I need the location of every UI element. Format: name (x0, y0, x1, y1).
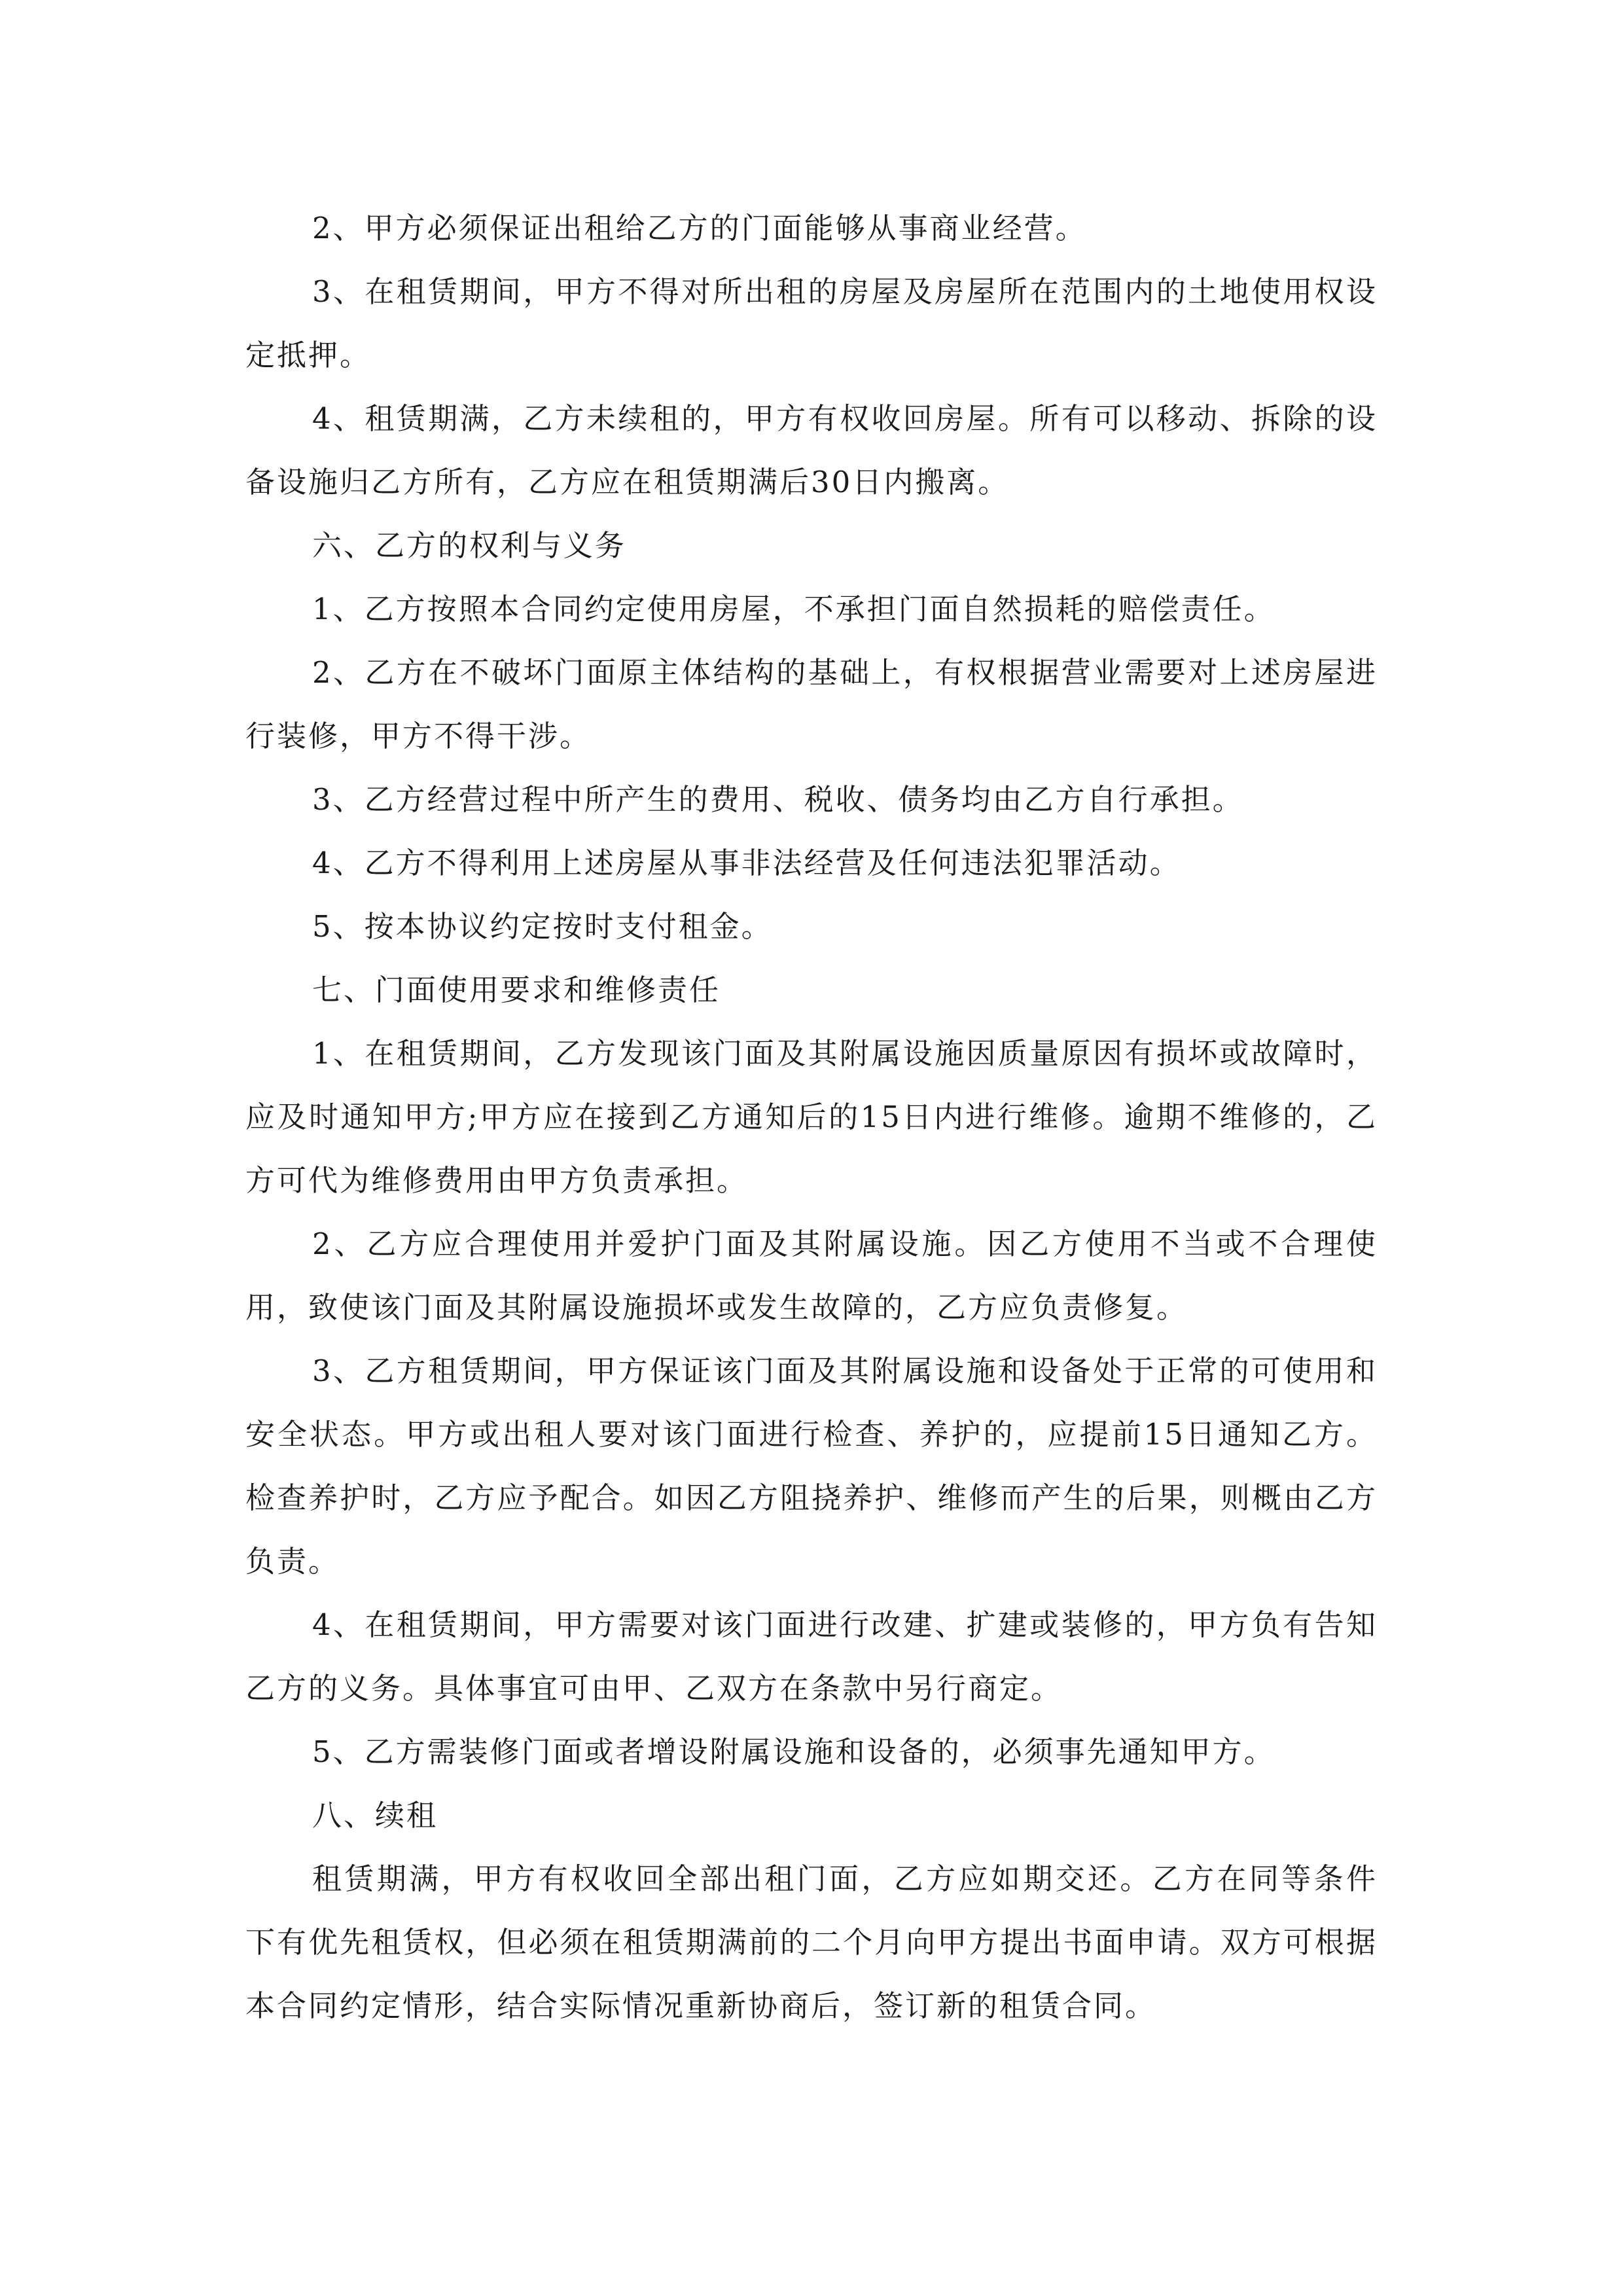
clause-6-item-2: 2、乙方在不破坏门面原主体结构的基础上，有权根据营业需要对上述房屋进行装修，甲方不得干涉。 (245, 655, 1378, 753)
clause-5-item-3: 3、在租赁期间，甲方不得对所出租的房屋及房屋所在范围内的土地使用权设定抵押。 (245, 274, 1378, 372)
clause-7-item-3: 3、乙方租赁期间，甲方保证该门面及其附属设施和设备处于正常的可使用和安全状态。甲方或出租人要对该门面进行检查、养护的，应提前15日通知乙方。检查养护时，乙方应予配合。如因乙方阻挠养护、维修而产生的后果，则概由乙方负责。 (245, 1354, 1378, 1579)
clause-5-item-2: 2、甲方必须保证出租给乙方的门面能够从事商业经营。 (312, 211, 1087, 245)
clause-7-item-2: 2、乙方应合理使用并爱护门面及其附属设施。因乙方使用不当或不合理使用，致使该门面及其附属设施损坏或发生故障的，乙方应负责修复。 (245, 1227, 1378, 1325)
clause-7-item-1: 1、在租赁期间，乙方发现该门面及其附属设施因质量原因有损坏或故障时，应及时通知甲方;甲方应在接到乙方通知后的15日内进行维修。逾期不维修的，乙方可代为维修费用由甲方负责承担。 (245, 1036, 1378, 1198)
clause-8-body: 租赁期满，甲方有权收回全部出租门面，乙方应如期交还。乙方在同等条件下有优先租赁权，但必须在租赁期满前的二个月向甲方提出书面申请。双方可根据本合同约定情形，结合实际情况重新协商后，签订新的租赁合同。 (245, 1861, 1378, 2023)
clause-6-item-5: 5、按本协议约定按时支付租金。 (312, 909, 773, 944)
clause-7-item-4: 4、在租赁期间，甲方需要对该门面进行改建、扩建或装修的，甲方负有告知乙方的义务。具体事宜可由甲、乙双方在条款中另行商定。 (245, 1607, 1378, 1706)
clause-6-item-4: 4、乙方不得利用上述房屋从事非法经营及任何违法犯罪活动。 (312, 846, 1181, 880)
section-heading-6: 六、乙方的权利与义务 (312, 528, 627, 563)
document-body (245, 196, 1378, 2037)
clause-6-item-3: 3、乙方经营过程中所产生的费用、税收、债务均由乙方自行承担。 (312, 782, 1244, 817)
section-heading-8: 八、续租 (312, 1798, 438, 1833)
clause-7-item-5: 5、乙方需装修门面或者增设附属设施和设备的，必须事先通知甲方。 (312, 1734, 1275, 1769)
clause-6-item-1: 1、乙方按照本合同约定使用房屋，不承担门面自然损耗的赔偿责任。 (312, 592, 1275, 626)
clause-5-item-4: 4、租赁期满，乙方未续租的，甲方有权收回房屋。所有可以移动、拆除的设备设施归乙方所有，乙方应在租赁期满后30日内搬离。 (245, 401, 1378, 499)
section-heading-7: 七、门面使用要求和维修责任 (312, 973, 721, 1007)
